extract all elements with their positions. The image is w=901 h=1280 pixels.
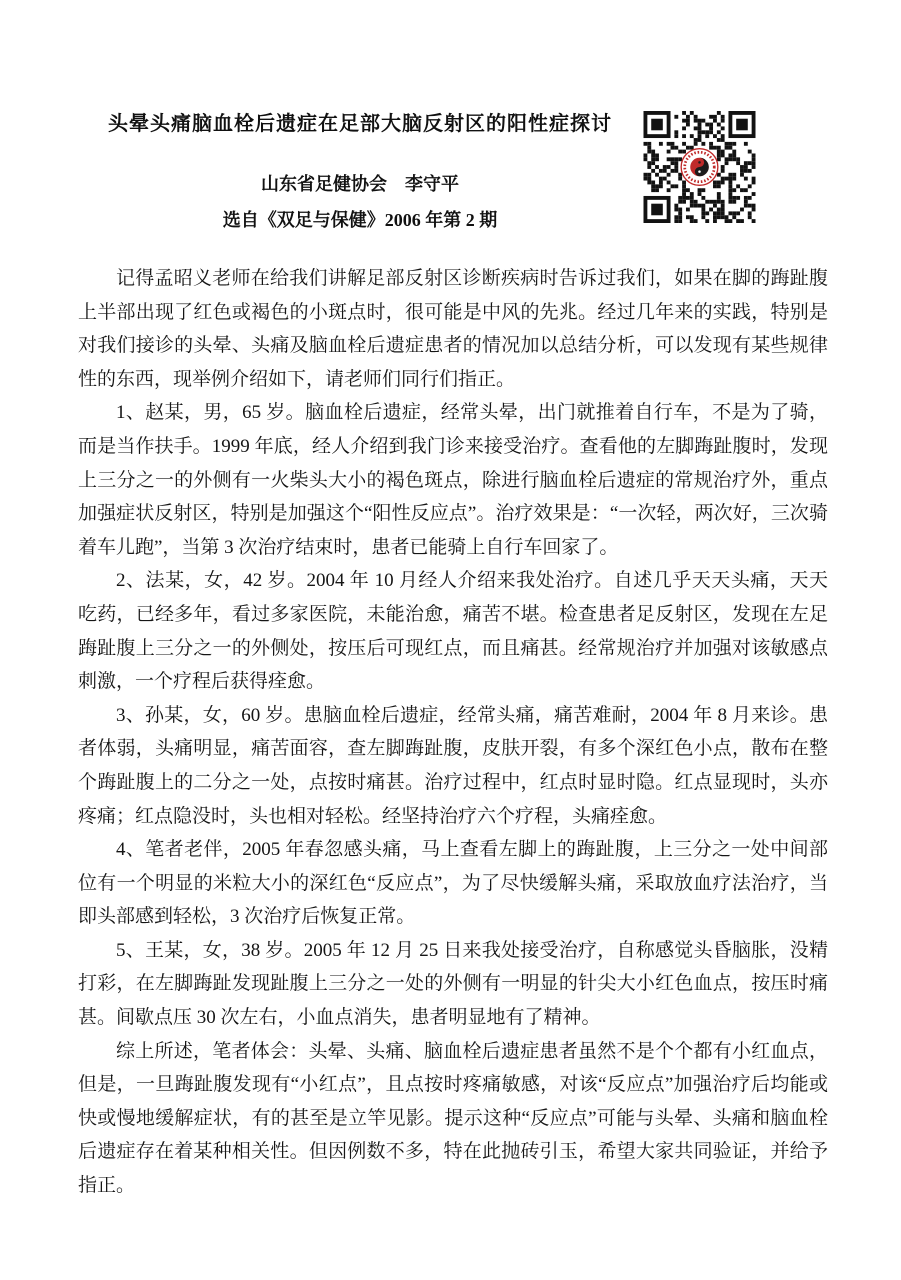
paragraph-case-5: 5、王某，女，38 岁。2005 年 12 月 25 日来我处接受治疗，自称感觉头昏脑胀，没精打彩，在左脚踇趾发现趾腹上三分之一处的外侧有一明显的针尖大小红色血点，按压时痛甚。间歇点压 30 次左右，小血点消失，患者明显地有了精神。 <box>78 939 828 1029</box>
qr-code <box>643 111 756 223</box>
paragraph-case-4: 4、笔者老伴，2005 年春忽感头痛，马上查看左脚上的踇趾腹，上三分之一处中间部位有一个明显的米粒大小的深红色“反应点”，为了尽快缓解头痛，采取放血疗法治疗，当即头部感到轻松，3 次治疗后恢复正常。 <box>78 839 828 928</box>
source-line: 选自《双足与保健》2006 年第 2 期 <box>222 210 498 230</box>
taiji-logo <box>681 149 718 186</box>
paragraph-case-1: 1、赵某，男，65 岁。脑血栓后遗症，经常头晕，出门就推着自行车，不是为了骑，而是当作扶手。1999 年底，经人介绍到我门诊来接受治疗。查看他的左脚踇趾腹时，发现上三分之一的外侧有一火柴头大小的褐色斑点，除进行脑血栓后遗症的常规治疗外，重点加强症状反射区，特别是加强这个“阳性反应点”。治疗效果是：“一次轻，两次好，三次骑着车儿跑”，当第 3 次治疗结束时，患者已能骑上自行车回家了。 <box>78 402 828 558</box>
document-body <box>78 262 828 1203</box>
document-header <box>80 110 640 232</box>
paragraph-summary: 综上所述，笔者体会：头晕、头痛、脑血栓后遗症患者虽然不是个个都有小红血点，但是，一旦踇趾腹发现有“小红点”，且点按时疼痛敏感，对该“反应点”加强治疗后均能或快或慢地缓解症状，有的甚至是立竿见影。提示这种“反应点”可能与头晕、头痛和脑血栓后遗症存在着某种相关性。但因例数不多，特在此抛砖引玉，希望大家共同验证，并给予指正。 <box>78 1040 828 1197</box>
paragraph-case-2: 2、法某，女，42 岁。2004 年 10 月经人介绍来我处治疗。自述几乎天天头痛，天天吃药，已经多年，看过多家医院，未能治愈，痛苦不堪。检查患者足反射区，发现在左足踇趾腹上三分之一的外侧处，按压后可现红点，而且痛甚。经常规治疗并加强对该敏感点刺激，一个疗程后获得痊愈。 <box>78 570 828 693</box>
paragraph-intro: 记得孟昭义老师在给我们讲解足部反射区诊断疾病时告诉过我们，如果在脚的踇趾腹上半部出现了红色或褐色的小斑点时，很可能是中风的先兆。经过几年来的实践，特别是对我们接诊的头晕、头痛及脑血栓后遗症患者的情况加以总结分析，可以发现有某些规律性的东西，现举例介绍如下，请老师们同行们指正。 <box>78 268 828 390</box>
paragraph-case-3: 3、孙某，女，60 岁。患脑血栓后遗症，经常头痛，痛苦难耐，2004 年 8 月来诊。患者体弱，头痛明显，痛苦面容，查左脚踇趾腹，皮肤开裂，有多个深红色小点，散布在整个踇趾腹上的二分之一处，点按时痛甚。治疗过程中，红点时显时隐。红点显现时，头亦疼痛；红点隐没时，头也相对轻松。经坚持治疗六个疗程，头痛痊愈。 <box>78 704 828 827</box>
byline: 山东省足健协会 李守平 <box>261 174 459 194</box>
document-title: 头晕头痛脑血栓后遗症在足部大脑反射区的阳性症探讨 <box>108 113 612 135</box>
